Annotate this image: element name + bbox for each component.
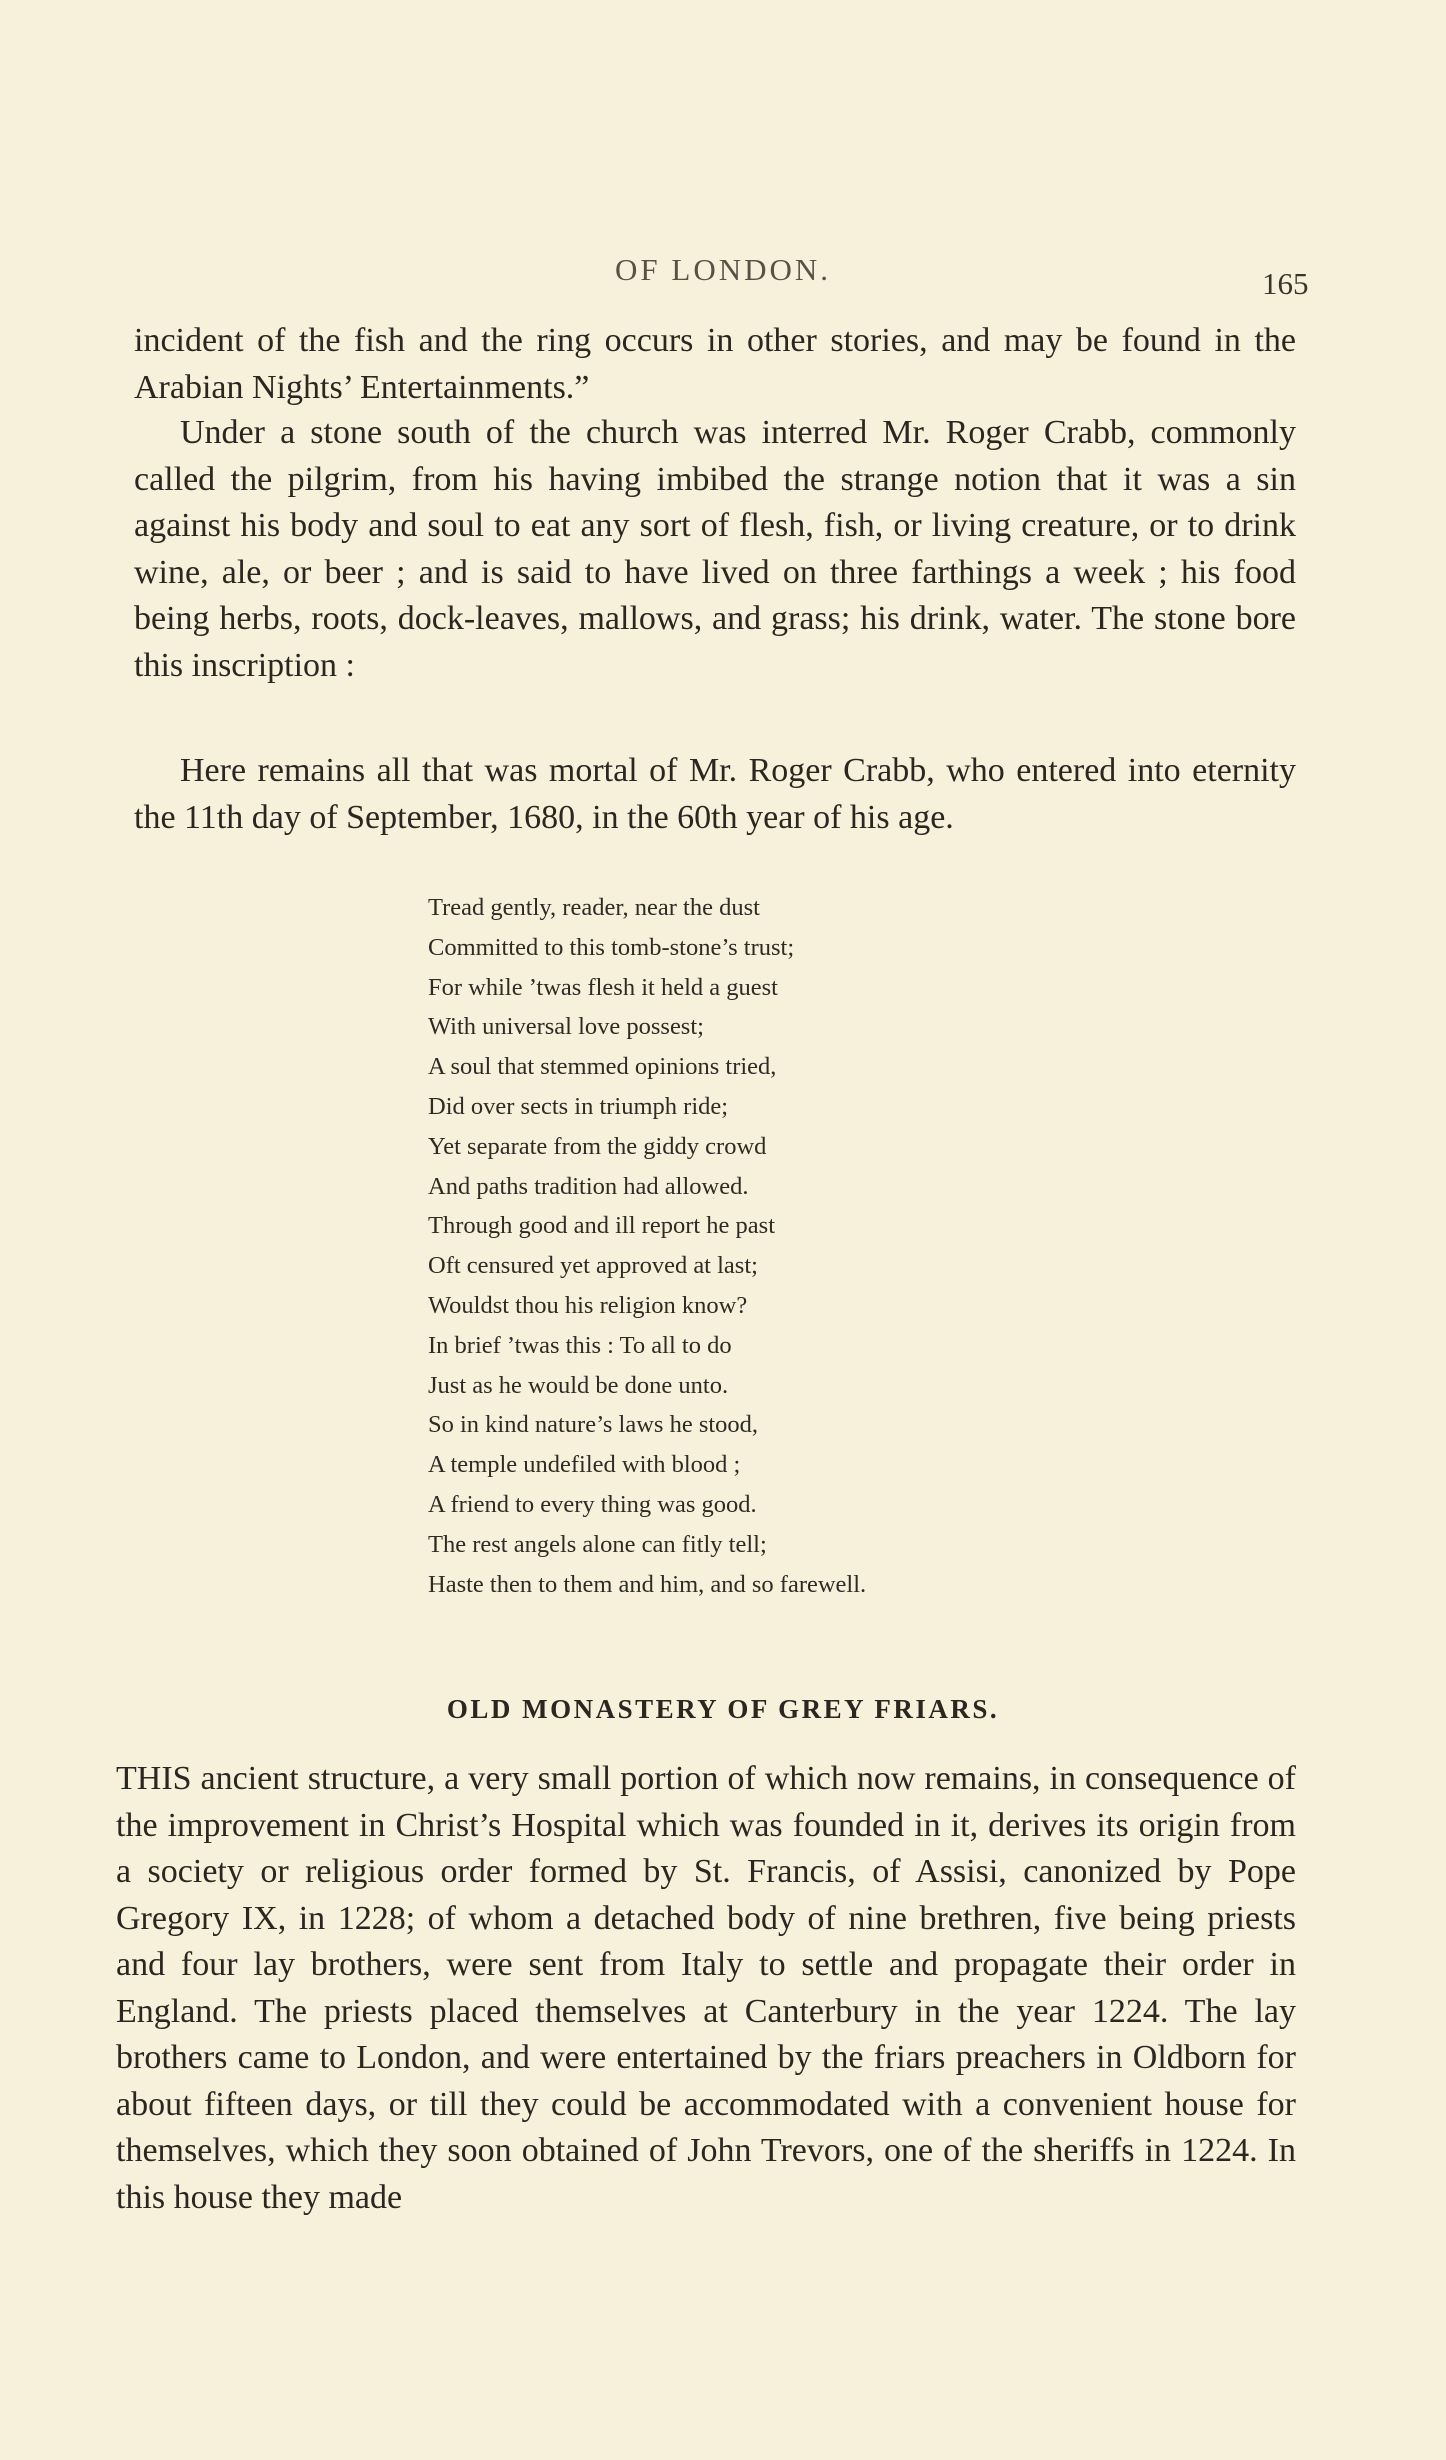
poem-line: With universal love possest; [428,1013,704,1041]
poem-line: A friend to every thing was good. [428,1490,757,1518]
poem-line: For while ’twas flesh it held a guest [428,973,778,1001]
running-head: OF LONDON. [615,252,831,287]
paragraph-fish-ring [134,318,1296,411]
poem-line: The rest angels alone can fitly tell; [428,1530,767,1558]
paragraph-text: incident of the fish and the ring occurs in other stories, and may be found in the Arabian Nights’ Entertainments.” [134,322,1296,406]
poem-line: So in kind nature’s laws he stood, [428,1411,759,1439]
poem-line: Through good and ill report he past [428,1212,776,1240]
epitaph-poem [428,888,866,1604]
poem-line: A temple undefiled with blood ; [428,1451,741,1479]
poem-line: Tread gently, reader, near the dust [428,894,760,921]
poem-line: Oft censured yet approved at last; [428,1252,758,1280]
poem-line: Did over sects in triumph ride; [428,1092,729,1120]
paragraph-roger-crabb [134,410,1296,689]
poem-line: In brief ’twas this : To all to do [428,1331,732,1359]
poem-line: Yet separate from the giddy crowd [428,1132,767,1160]
poem-line: Haste then to them and him, and so farewell. [428,1570,867,1598]
inscription-paragraph [134,748,1296,841]
paragraph-grey-friars [116,1756,1296,2221]
poem-line: Committed to this tomb-stone’s trust; [428,933,795,961]
page-number: 165 [1262,266,1309,301]
poem-line: Just as he would be done unto. [428,1371,729,1399]
poem-line: Wouldst thou his religion know? [428,1291,748,1319]
inscription-text: Here remains all that was mortal of Mr. Roger Crabb, who entered into eternity the 11th day of September, 1680, in the 60th year of his age. [134,752,1296,836]
section-heading: OLD MONASTERY OF GREY FRIARS. [446,1694,1000,1724]
paragraph-text: Under a stone south of the church was interred Mr. Roger Crabb, commonly called the pilgrim, from his having imbibed the strange notion that it was a sin against his body and soul to eat any sort of flesh, fish, or living creature, or to drink wine, ale, or beer ; and is said to have lived on three farthings a week ; his food being herbs, roots, dock-leaves, mallows, and grass; his drink, water. The stone bore this inscription : [134,414,1296,684]
poem-line: A soul that stemmed opinions tried, [428,1053,777,1081]
poem-line: And paths tradition had allowed. [428,1172,749,1200]
paragraph-text: THIS ancient structure, a very small portion of which now remains, in consequence of the improvement in Christ’s Hospital which was founded in it, derives its origin from a society or religious order formed by St. Francis, of Assisi, canonized by Pope Gregory IX, in 1228; of whom a detached body of nine brethren, five being priests and four lay brothers, were sent from Italy to settle and propagate their order in England. The priests placed themselves at Canterbury in the year 1224. The lay brothers came to London, and were entertained by the friars preachers in Oldborn for about fifteen days, or till they could be accommodated with a convenient house for themselves, which they soon obtained of John Trevors, one of the sheriffs in 1224. In this house they made [116,1760,1296,2216]
